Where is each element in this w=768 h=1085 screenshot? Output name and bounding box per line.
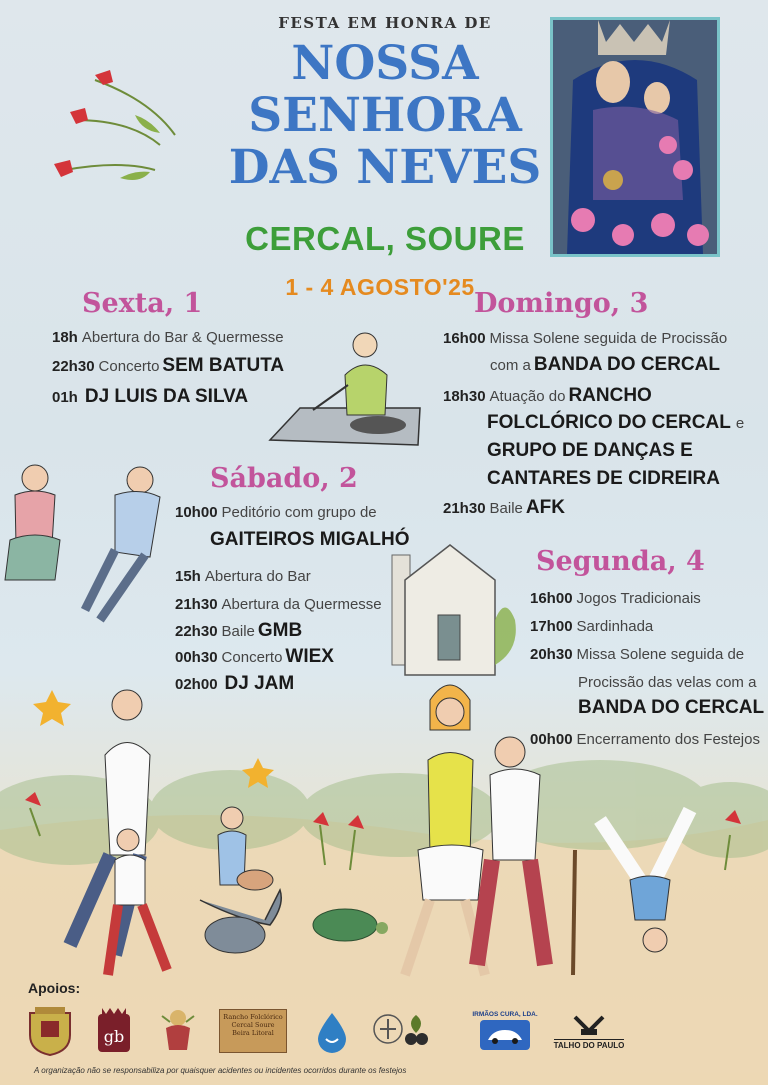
program-item: [175, 596, 382, 613]
program-text: Atuação do: [489, 388, 566, 405]
day-heading-sabado: Sábado, 2: [210, 463, 358, 494]
program-item: [530, 731, 760, 748]
program-text: com a: [490, 357, 531, 374]
disclaimer: A organização não se responsabiliza por quaisquer acidentes ou incidentes ocorridos durante os festejos: [34, 1066, 407, 1075]
saint-statue-photo: [550, 17, 720, 257]
program-performer: SEM BATUTA: [162, 355, 285, 376]
program-performer: BANDA DO CERCAL: [533, 354, 720, 375]
gb-crest-text: gb: [103, 1027, 125, 1046]
festival-kicker: FESTA EM HONRA DE: [278, 14, 492, 32]
gb-crest-icon: [94, 1004, 134, 1058]
program-time: 21h30: [175, 596, 218, 613]
program-performer: GMB: [257, 620, 303, 641]
festival-dates: 1 - 4 AGOSTO'25: [285, 274, 475, 300]
program-item: [530, 590, 701, 607]
irmaos-cura-text: IRMÃOS CURA, LDA.: [472, 1010, 538, 1018]
day-heading-sexta: Sexta, 1: [82, 288, 203, 319]
rancho-folclorico-text: Rancho Folclórico Cercal Soure Beira Litoral: [219, 1009, 287, 1053]
water-drop-logo: [308, 1004, 356, 1058]
day-heading-segunda: Segunda, 4: [536, 546, 705, 577]
program-text: Sardinhada: [576, 618, 654, 635]
program-text: Procissão das velas com a: [578, 674, 757, 691]
program-item: [175, 568, 311, 585]
program-performer: CANTARES DE CIDREIRA: [487, 468, 720, 489]
program-item: [175, 646, 334, 668]
program-time: 22h30: [175, 623, 218, 640]
program-item: [443, 385, 652, 407]
program-time: 16h00: [443, 330, 486, 347]
title-line: NOSSA: [291, 36, 479, 91]
program-text: Concerto: [98, 358, 160, 375]
program-time: 16h00: [530, 590, 573, 607]
program-item: [175, 504, 377, 521]
title-line: DAS NEVES: [228, 140, 542, 195]
program-text: Abertura do Bar: [204, 568, 311, 585]
program-performer: AFK: [525, 497, 565, 518]
program-time: 18h30: [443, 388, 486, 405]
dj-illustration: [270, 333, 420, 445]
municipal-shield-icon: [22, 1004, 78, 1058]
program-performer: GRUPO DE DANÇAS E: [487, 440, 693, 461]
title-line: SENHORA: [248, 88, 522, 143]
program-text: Encerramento dos Festejos: [576, 731, 760, 748]
sponsors-label: Apoios:: [28, 980, 81, 996]
program-performer: DJ JAM: [224, 673, 295, 694]
program-performer: GAITEIROS MIGALHÓ: [210, 529, 410, 550]
program-time: 01h: [52, 389, 78, 406]
day-heading-domingo: Domingo, 3: [474, 288, 649, 319]
talho-do-paulo-logo: [554, 1004, 624, 1058]
festival-title: [185, 38, 585, 194]
program-time: 21h30: [443, 500, 486, 517]
program-time: 15h: [175, 568, 201, 585]
saint-emblem-icon: [156, 1004, 200, 1058]
program-time: 17h00: [530, 618, 573, 635]
program-item: [530, 646, 744, 663]
irmaos-cura-car-logo: [472, 1004, 538, 1058]
program-text: Peditório com grupo de: [221, 504, 377, 521]
program-item: [175, 620, 302, 642]
program-item: [530, 618, 653, 635]
program-item: [52, 386, 248, 408]
chapel-illustration: [392, 545, 516, 675]
program-performer: RANCHO: [568, 385, 652, 406]
program-item: [52, 355, 284, 377]
program-item: [443, 497, 565, 519]
program-performer: BANDA DO CERCAL: [578, 697, 765, 718]
olive-logo: [398, 1004, 434, 1058]
rancho-folclorico-logo: [218, 1004, 288, 1058]
program-performer: WIEX: [285, 646, 334, 667]
program-time: 22h30: [52, 358, 95, 375]
dancing-couple-illustration: [5, 465, 160, 620]
program-text: Baile: [221, 623, 255, 640]
program-time: 00h00: [530, 731, 573, 748]
program-performer: DJ LUIS DA SILVA: [84, 386, 249, 407]
program-performer: FOLCLÓRICO DO CERCAL: [487, 412, 731, 433]
program-text: Concerto: [221, 649, 283, 666]
program-item: [490, 354, 720, 376]
program-time: 00h30: [175, 649, 218, 666]
program-item: [443, 330, 727, 347]
program-text: Abertura da Quermesse: [221, 596, 382, 613]
program-item: [175, 673, 294, 695]
festival-location: CERCAL, SOURE: [245, 220, 525, 257]
program-time: 20h30: [530, 646, 573, 663]
program-time: 10h00: [175, 504, 218, 521]
program-text: Jogos Tradicionais: [576, 590, 701, 607]
program-time: 18h: [52, 329, 78, 346]
program-item: [487, 412, 744, 434]
talho-do-paulo-text: TALHO DO PAULO: [553, 1040, 625, 1050]
program-text: Missa Solene seguida de: [576, 646, 745, 663]
flowers-illustration: [54, 70, 175, 180]
program-text: Abertura do Bar & Quermesse: [81, 329, 284, 346]
program-text: Baile: [489, 500, 523, 517]
program-text: e: [735, 415, 745, 432]
program-item: [52, 329, 284, 346]
program-time: 02h00: [175, 676, 218, 693]
program-text: Missa Solene seguida de Procissão: [489, 330, 728, 347]
